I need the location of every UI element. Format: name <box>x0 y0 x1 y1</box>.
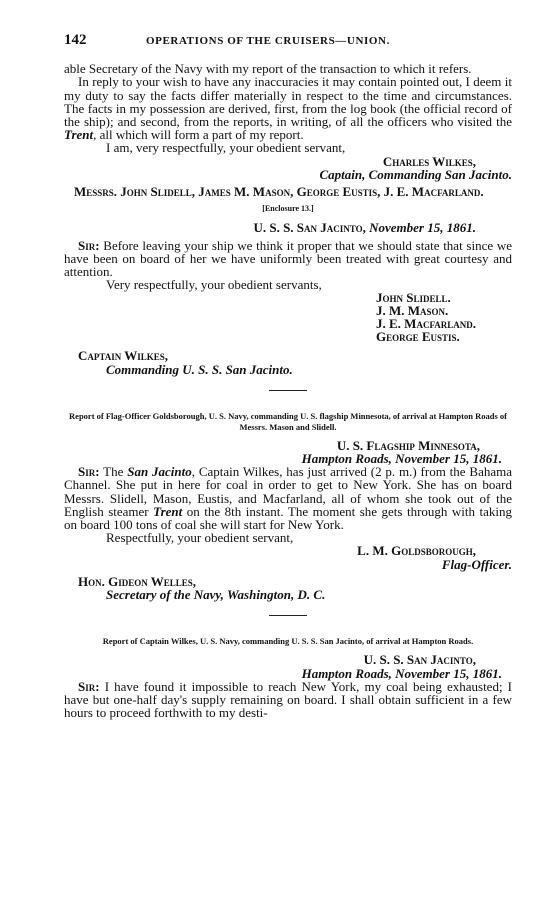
report1-text-b: , Captain Wilkes, has just arrived (2 p. m.) from the Bahama Channel. She put in here for coal in order to get to New York. She has on board Messrs. Slidell, Mason, Eustis, and Macfarland, all of whom she took out of the English steamer <box>64 464 512 519</box>
section-divider-2 <box>269 615 307 616</box>
report1-heading: Report of Flag-Officer Goldsborough, U. S. Navy, commanding U. S. flagship Minnesota, of arrival at Hampton Roads of Messrs. Mason and Slidell. <box>69 410 507 432</box>
letter2-salutation: Sir: <box>78 237 100 253</box>
signer-macfarland: J. E. Macfarland. <box>376 316 477 332</box>
signer-slidell: John Slidell. <box>376 290 451 306</box>
enclosure-label: [Enclosure 13.] <box>262 204 314 214</box>
report1-text-c: on the 8th instant. The moment she gets through with taking on board 100 tons of coal she will start for New York. <box>64 503 513 533</box>
ship-name-trent-2: Trent <box>153 503 183 519</box>
page-number: 142 <box>64 32 87 48</box>
report2-heading: Report of Captain Wilkes, U. S. Navy, commanding U. S. S. San Jacinto, of arrival at Hampton Roads. <box>102 636 474 647</box>
ship-name-san-jacinto: San Jacinto <box>127 464 192 480</box>
report1-closing: Respectfully, your obedient servant, <box>106 530 294 546</box>
paragraph-continuation: able Secretary of the Navy with my report of the transaction to which it refers. <box>64 61 472 77</box>
report1-date: Hampton Roads, November 15, 1861. <box>301 451 502 467</box>
letter2-to-title: Commanding U. S. S. San Jacinto. <box>106 361 293 377</box>
reply-tail: , all which will form a part of my report. <box>93 127 304 143</box>
report2-place: U. S. S. San Jacinto, <box>363 652 476 668</box>
paragraph-reply <box>64 75 512 141</box>
report2-text: I have found it impossible to reach New York, my coal being exhausted; I have but one-half day's supply remaining on board. I shall obtain sufficient in a few hours to proceed forthwith to my desti- <box>64 678 513 721</box>
report1-text-a: The <box>103 464 124 480</box>
letter2-body <box>64 239 512 279</box>
letter2-place-date <box>64 221 512 234</box>
letter2-signers <box>376 291 512 343</box>
report1-place: U. S. Flagship Minnesota, <box>336 437 480 453</box>
letter2-closing: Very respectfully, your obedient servants, <box>106 277 322 293</box>
report1-to-title: Secretary of the Navy, Washington, D. C. <box>106 587 326 603</box>
report1-body <box>64 465 512 531</box>
report2-date: Hampton Roads, November 15, 1861. <box>301 665 502 681</box>
report1-to-name: Hon. Gideon Welles, <box>78 573 197 589</box>
report1-salutation: Sir: <box>78 464 100 480</box>
report1-signer: L. M. Goldsborough, <box>357 543 476 559</box>
letter2-text: Before leaving your ship we think it proper that we should state that since we have been on board of her we have uniformly been treated with great courtesy and attention. <box>64 237 512 280</box>
page-header <box>64 34 512 48</box>
closing-line: I am, very respectfully, your obedient servant, <box>106 140 346 156</box>
letter2-place: U. S. S. San Jacinto, <box>253 220 366 236</box>
letter2-to-name: Captain Wilkes, <box>78 348 169 364</box>
signer-eustis: George Eustis. <box>376 329 460 345</box>
section-divider-1 <box>269 390 307 391</box>
addressee: Messrs. John Slidell, James M. Mason, George Eustis, J. E. Macfarland. <box>74 184 484 200</box>
running-title: OPERATIONS OF THE CRUISERS—UNION. <box>146 35 390 47</box>
reply-text: In reply to your wish to have any inaccuracies it may contain pointed out, I deem it my duty to say the facts differ materially in respect to the time and circumstances. The facts in my possession are derived, first, from the log book (the official record of the ship); and second, from the reports, in writing, of all the officers who visited the <box>64 74 512 130</box>
report2-salutation: Sir: <box>78 678 100 694</box>
signer-title: Captain, Commanding San Jacinto. <box>319 166 512 182</box>
signer-mason: J. M. Mason. <box>376 303 449 319</box>
ship-name-trent: Trent <box>64 127 94 143</box>
signer-name: Charles Wilkes, <box>382 153 476 169</box>
letter2-date: November 15, 1861. <box>369 220 476 236</box>
report2-body <box>64 680 512 720</box>
report1-signer-title: Flag-Officer. <box>441 556 512 572</box>
